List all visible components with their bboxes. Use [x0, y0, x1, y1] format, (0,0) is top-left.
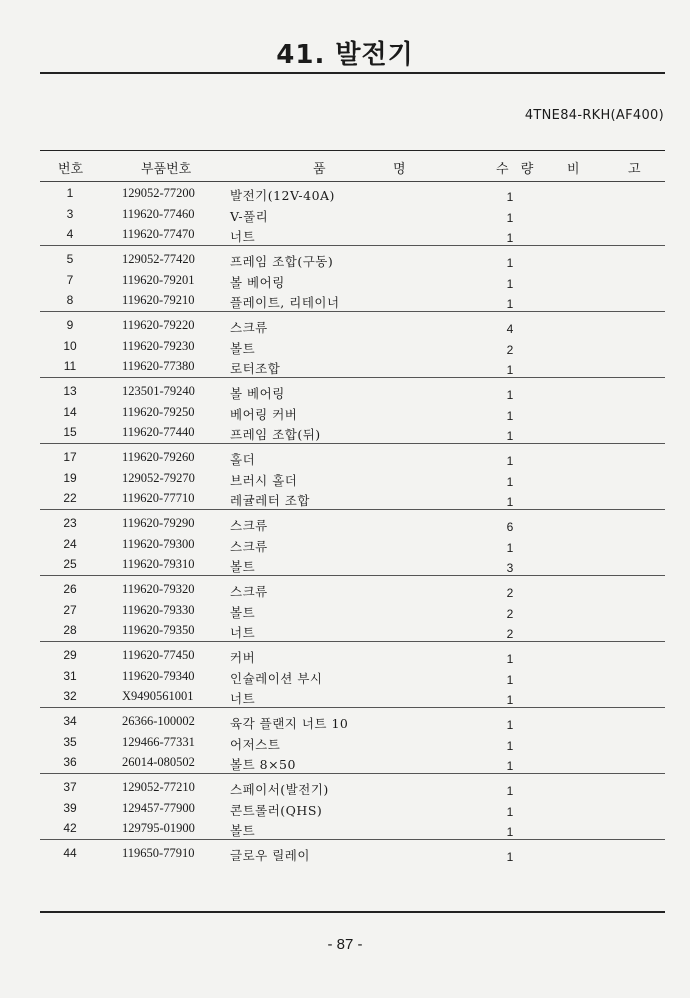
part-no-cell: 119620-77440	[122, 425, 195, 439]
quantity-cell: 1	[506, 672, 514, 687]
part-name-cell: V-풀리	[230, 208, 269, 224]
part-name-cell: 스크류	[230, 320, 268, 335]
part-name-cell: 프레임 조합(뒤)	[230, 427, 321, 442]
part-no-cell: 119620-79350	[122, 623, 195, 637]
quantity-cell: 1	[506, 738, 514, 753]
no-cell: 27	[63, 602, 77, 617]
no-cell: 19	[63, 470, 77, 485]
no-cell: 32	[63, 689, 77, 703]
header-name-1: 품	[313, 162, 326, 177]
group-divider	[40, 245, 665, 246]
part-no-cell: 119620-77460	[122, 206, 195, 221]
part-name-cell: 로터조합	[230, 361, 281, 376]
model-label: 4TNE84-RKH(AF400)	[524, 108, 664, 123]
page-title: 41. 발전기	[276, 40, 414, 70]
quantity-cell: 1	[506, 540, 514, 555]
part-name-cell: 볼트	[230, 340, 256, 356]
part-no-cell: 119620-79290	[122, 516, 195, 530]
part-name-cell: 인슐레이션 부시	[230, 670, 323, 686]
no-cell: 8	[66, 293, 74, 307]
part-name-cell: 볼트	[230, 823, 256, 838]
quantity-cell: 1	[506, 474, 514, 489]
quantity-cell: 1	[506, 454, 514, 468]
quantity-cell: 1	[506, 190, 514, 204]
no-cell: 10	[63, 338, 77, 353]
part-name-cell: 발전기(12V-40A)	[230, 188, 335, 203]
part-name-cell: 너트	[230, 691, 256, 706]
quantity-cell: 2	[506, 342, 514, 357]
quantity-cell: 1	[506, 693, 514, 707]
part-name-cell: 볼트 8×50	[230, 757, 296, 772]
part-no-cell: 129466-77331	[122, 734, 195, 749]
part-no-cell: 119620-77470	[122, 227, 195, 241]
quantity-cell: 1	[506, 256, 514, 270]
quantity-cell: 1	[506, 495, 514, 509]
part-no-cell: 129052-77420	[122, 252, 195, 266]
quantity-cell: 2	[506, 586, 514, 600]
part-no-cell: 119620-79250	[122, 404, 195, 419]
quantity-cell: 1	[506, 850, 514, 864]
no-cell: 22	[63, 491, 77, 505]
part-name-cell: 스크류	[230, 518, 268, 533]
group-divider	[40, 509, 665, 510]
header-name-2: 명	[393, 162, 406, 177]
part-name-cell: 볼 베어링	[230, 274, 285, 290]
part-no-cell: 119620-79320	[122, 582, 195, 596]
part-name-cell: 너트	[230, 229, 256, 244]
part-no-cell: 129052-79270	[122, 470, 195, 485]
no-cell: 37	[63, 780, 77, 794]
quantity-cell: 1	[506, 825, 514, 839]
part-name-cell: 레귤레터 조합	[230, 493, 310, 508]
header-no: 번호	[58, 162, 84, 177]
no-cell: 14	[63, 404, 77, 419]
part-no-cell: 119620-79340	[122, 668, 195, 683]
quantity-cell: 2	[506, 606, 514, 621]
group-divider	[40, 575, 665, 576]
part-no-cell: 123501-79240	[122, 384, 195, 398]
title-rule	[40, 72, 665, 74]
part-name-cell: 어저스트	[230, 736, 281, 752]
part-no-cell: 129795-01900	[122, 821, 195, 835]
quantity-cell: 1	[506, 718, 514, 732]
header-qty: 수 량	[496, 162, 534, 177]
part-name-cell: 스크류	[230, 538, 268, 554]
header-part-no: 부품번호	[141, 162, 192, 177]
quantity-cell: 1	[506, 652, 514, 666]
quantity-cell: 1	[506, 759, 514, 773]
no-cell: 35	[63, 734, 77, 749]
part-no-cell: 129052-77200	[122, 186, 195, 200]
quantity-cell: 1	[506, 363, 514, 377]
part-no-cell: 119620-79230	[122, 338, 195, 353]
no-cell: 1	[66, 186, 74, 200]
part-name-cell: 베어링 커버	[230, 406, 298, 422]
part-name-cell: 볼 베어링	[230, 386, 285, 401]
group-divider	[40, 641, 665, 642]
quantity-cell: 1	[506, 231, 514, 245]
page-number: - 87 -	[327, 936, 363, 953]
part-name-cell: 볼트	[230, 604, 256, 620]
part-name-cell: 볼트	[230, 559, 256, 574]
quantity-cell: 6	[506, 520, 514, 534]
part-no-cell: 119620-79300	[122, 536, 195, 551]
part-name-cell: 브러시 홀더	[230, 472, 298, 488]
part-no-cell: 119620-79201	[122, 272, 195, 287]
part-no-cell: 119620-77450	[122, 648, 195, 662]
part-name-cell: 스크류	[230, 584, 268, 599]
part-no-cell: 119620-77380	[122, 359, 195, 373]
quantity-cell: 1	[506, 429, 514, 443]
part-no-cell: 26014-080502	[122, 755, 195, 769]
no-cell: 4	[66, 227, 74, 241]
part-name-cell: 콘트롤러(QHS)	[230, 802, 323, 818]
quantity-cell: 1	[506, 784, 514, 798]
quantity-cell: 1	[506, 297, 514, 311]
quantity-cell: 4	[506, 322, 514, 336]
part-no-cell: 26366-100002	[122, 714, 195, 728]
quantity-cell: 1	[506, 388, 514, 402]
no-cell: 42	[63, 821, 77, 835]
no-cell: 28	[63, 623, 77, 637]
group-divider	[40, 707, 665, 708]
no-cell: 13	[63, 384, 77, 398]
quantity-cell: 1	[506, 408, 514, 423]
part-no-cell: 119620-79210	[122, 293, 195, 307]
bottom-rule	[40, 911, 665, 913]
no-cell: 44	[63, 846, 77, 860]
quantity-cell: 2	[506, 627, 514, 641]
quantity-cell: 1	[506, 210, 514, 225]
header-remark-2: 고	[628, 162, 641, 177]
no-cell: 11	[63, 359, 77, 373]
header-remark-1: 비	[567, 162, 580, 177]
part-name-cell: 너트	[230, 625, 256, 640]
no-cell: 26	[63, 582, 77, 596]
part-no-cell: 119620-79260	[122, 450, 195, 464]
quantity-cell: 1	[506, 804, 514, 819]
part-no-cell: 119620-77710	[122, 491, 195, 505]
part-name-cell: 홀더	[230, 452, 256, 467]
no-cell: 39	[63, 800, 77, 815]
part-name-cell: 커버	[230, 650, 256, 665]
part-name-cell: 플레이트, 리테이너	[230, 295, 340, 310]
part-name-cell: 프레임 조합(구동)	[230, 254, 334, 269]
no-cell: 5	[66, 252, 74, 266]
part-no-cell: X9490561001	[122, 689, 194, 703]
no-cell: 7	[66, 272, 74, 287]
no-cell: 15	[63, 425, 77, 439]
part-no-cell: 129457-77900	[122, 800, 195, 815]
group-divider	[40, 839, 665, 840]
group-divider	[40, 443, 665, 444]
header-top-rule	[40, 150, 665, 151]
quantity-cell: 3	[506, 561, 514, 575]
no-cell: 36	[63, 755, 77, 769]
group-divider	[40, 773, 665, 774]
quantity-cell: 1	[506, 276, 514, 291]
no-cell: 3	[66, 206, 74, 221]
no-cell: 23	[63, 516, 77, 530]
part-name-cell: 글로우 릴레이	[230, 848, 310, 863]
no-cell: 17	[63, 450, 77, 464]
part-no-cell: 119620-79330	[122, 602, 195, 617]
no-cell: 31	[63, 668, 77, 683]
group-divider	[40, 377, 665, 378]
no-cell: 34	[63, 714, 77, 728]
no-cell: 25	[63, 557, 77, 571]
part-no-cell: 119650-77910	[122, 846, 195, 860]
no-cell: 29	[63, 648, 77, 662]
part-no-cell: 119620-79220	[122, 318, 195, 332]
header-bottom-rule	[40, 181, 665, 182]
part-name-cell: 육각 플랜지 너트 10	[230, 716, 349, 731]
part-no-cell: 119620-79310	[122, 557, 195, 571]
part-no-cell: 129052-77210	[122, 780, 195, 794]
no-cell: 9	[66, 318, 74, 332]
part-name-cell: 스페이서(발전기)	[230, 782, 329, 797]
no-cell: 24	[63, 536, 77, 551]
group-divider	[40, 311, 665, 312]
